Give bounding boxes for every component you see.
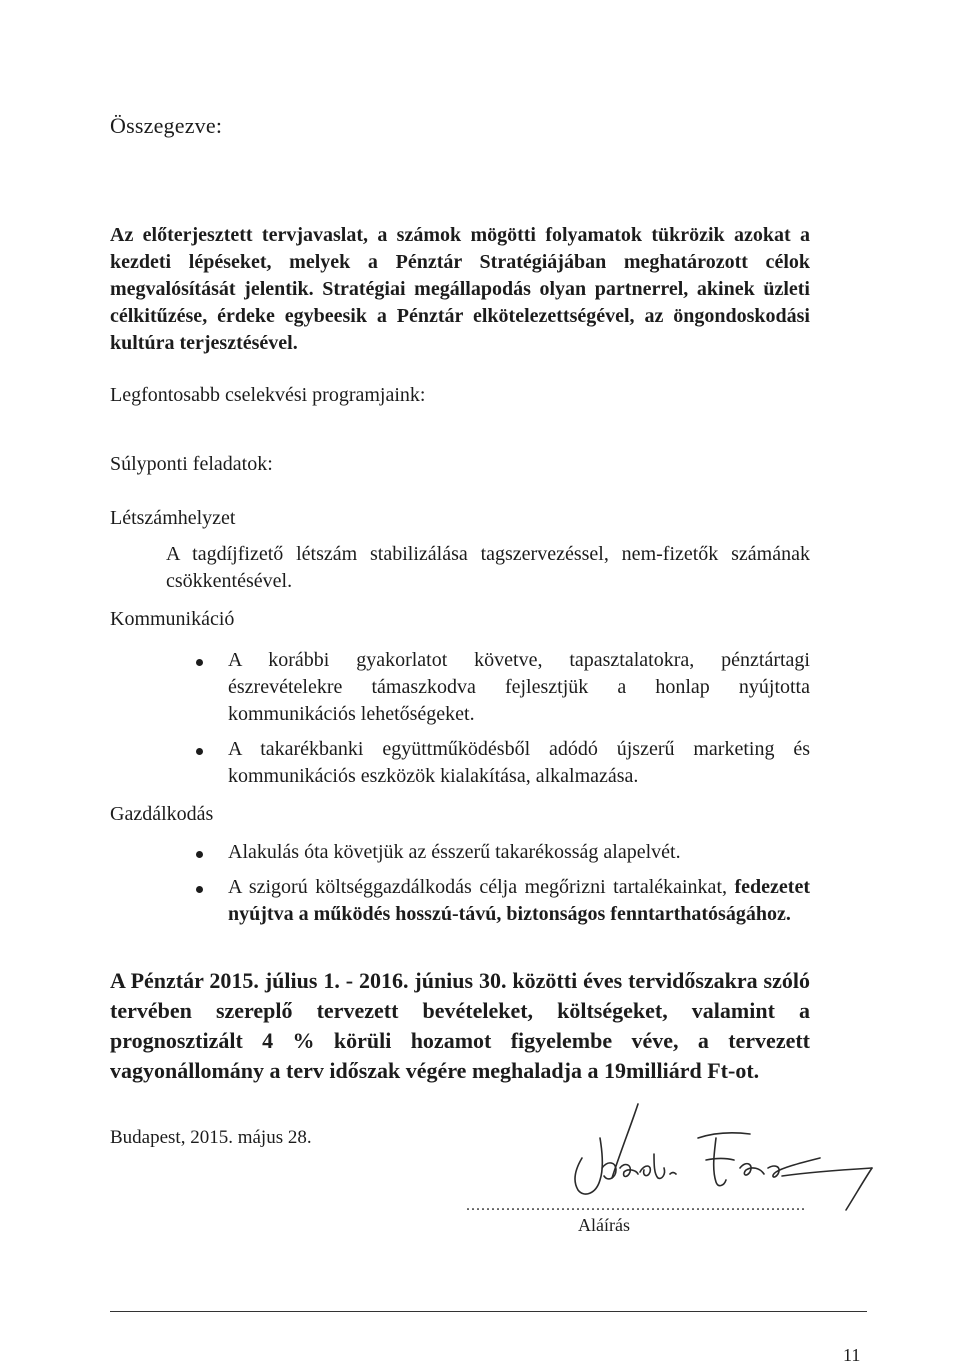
list-item-text: A szigorú költséggazdálkodás célja megőrizni tartalékainkat,: [228, 876, 735, 898]
communication-heading: Kommunikáció: [110, 608, 235, 630]
bullet-icon: [196, 886, 203, 893]
intro-paragraph: Az előterjesztett tervjavaslat, a számok mögötti folyamatok tükrözik azokat a kezdeti lépéseket, melyek a Pénztár Stratégiájában meghatározott célok megvalósítását jelentik. Stratégiai megállapodás olyan partnerrel, akinek üzleti célkitűzése, érdeke egybeesik a Pénztár elkötelezettségével, az öngondoskodási kultúra terjesztésével.: [110, 224, 810, 354]
list-item: [190, 736, 810, 790]
programs-heading: Legfontosabb cselekvési programjaink:: [110, 384, 426, 406]
summary-paragraph: A Pénztár 2015. július 1. - 2016. június 30. közötti éves tervidőszakra szóló tervében szereplő tervezett bevételeket, költségeket, valamint a prognosztizált 4 % körüli hozamot figyelembe véve, a tervezett vagyonállomány a terv időszak végére meghaladja a 19milliárd Ft-ot.: [110, 968, 810, 1083]
communication-list: [190, 647, 810, 790]
signature-label: Aláírás: [578, 1215, 630, 1235]
management-heading: Gazdálkodás: [110, 803, 214, 825]
footer-divider: [110, 1311, 867, 1312]
bullet-icon: [196, 851, 203, 858]
bullet-icon: [196, 659, 203, 666]
list-item: [190, 647, 810, 728]
place-and-date: Budapest, 2015. május 28.: [110, 1127, 312, 1148]
section-title: Összegezve:: [110, 113, 223, 138]
focus-heading: Súlyponti feladatok:: [110, 453, 273, 475]
list-item-bold-text: fedezetet nyújtva a működés hosszú-távú, biztonságos fenntarthatóságához.: [228, 876, 810, 925]
list-item-text: Alakulás óta követjük az ésszerű takarékosság alapelvét.: [228, 841, 681, 863]
management-list: [190, 839, 810, 928]
list-item-text: A takarékbanki együttműködésből adódó újszerű marketing és kommunikációs eszközök kialakítása, alkalmazása.: [228, 738, 810, 787]
signature-line: ....................................................................: [466, 1197, 806, 1214]
bullet-icon: [196, 748, 203, 755]
staff-heading: Létszámhelyzet: [110, 507, 236, 529]
list-item-text: A korábbi gyakorlatot követve, tapasztalatokra, pénztártagi észrevételekre támaszkodva fejlesztjük a honlap nyújtotta kommunikációs lehetőségeket.: [228, 649, 810, 725]
staff-paragraph: A tagdíjfizető létszám stabilizálása tagszervezéssel, nem-fizetők számának csökkentésével.: [166, 543, 810, 592]
list-item: [190, 839, 810, 866]
list-item: [190, 874, 810, 928]
page-number: 11: [843, 1345, 861, 1365]
